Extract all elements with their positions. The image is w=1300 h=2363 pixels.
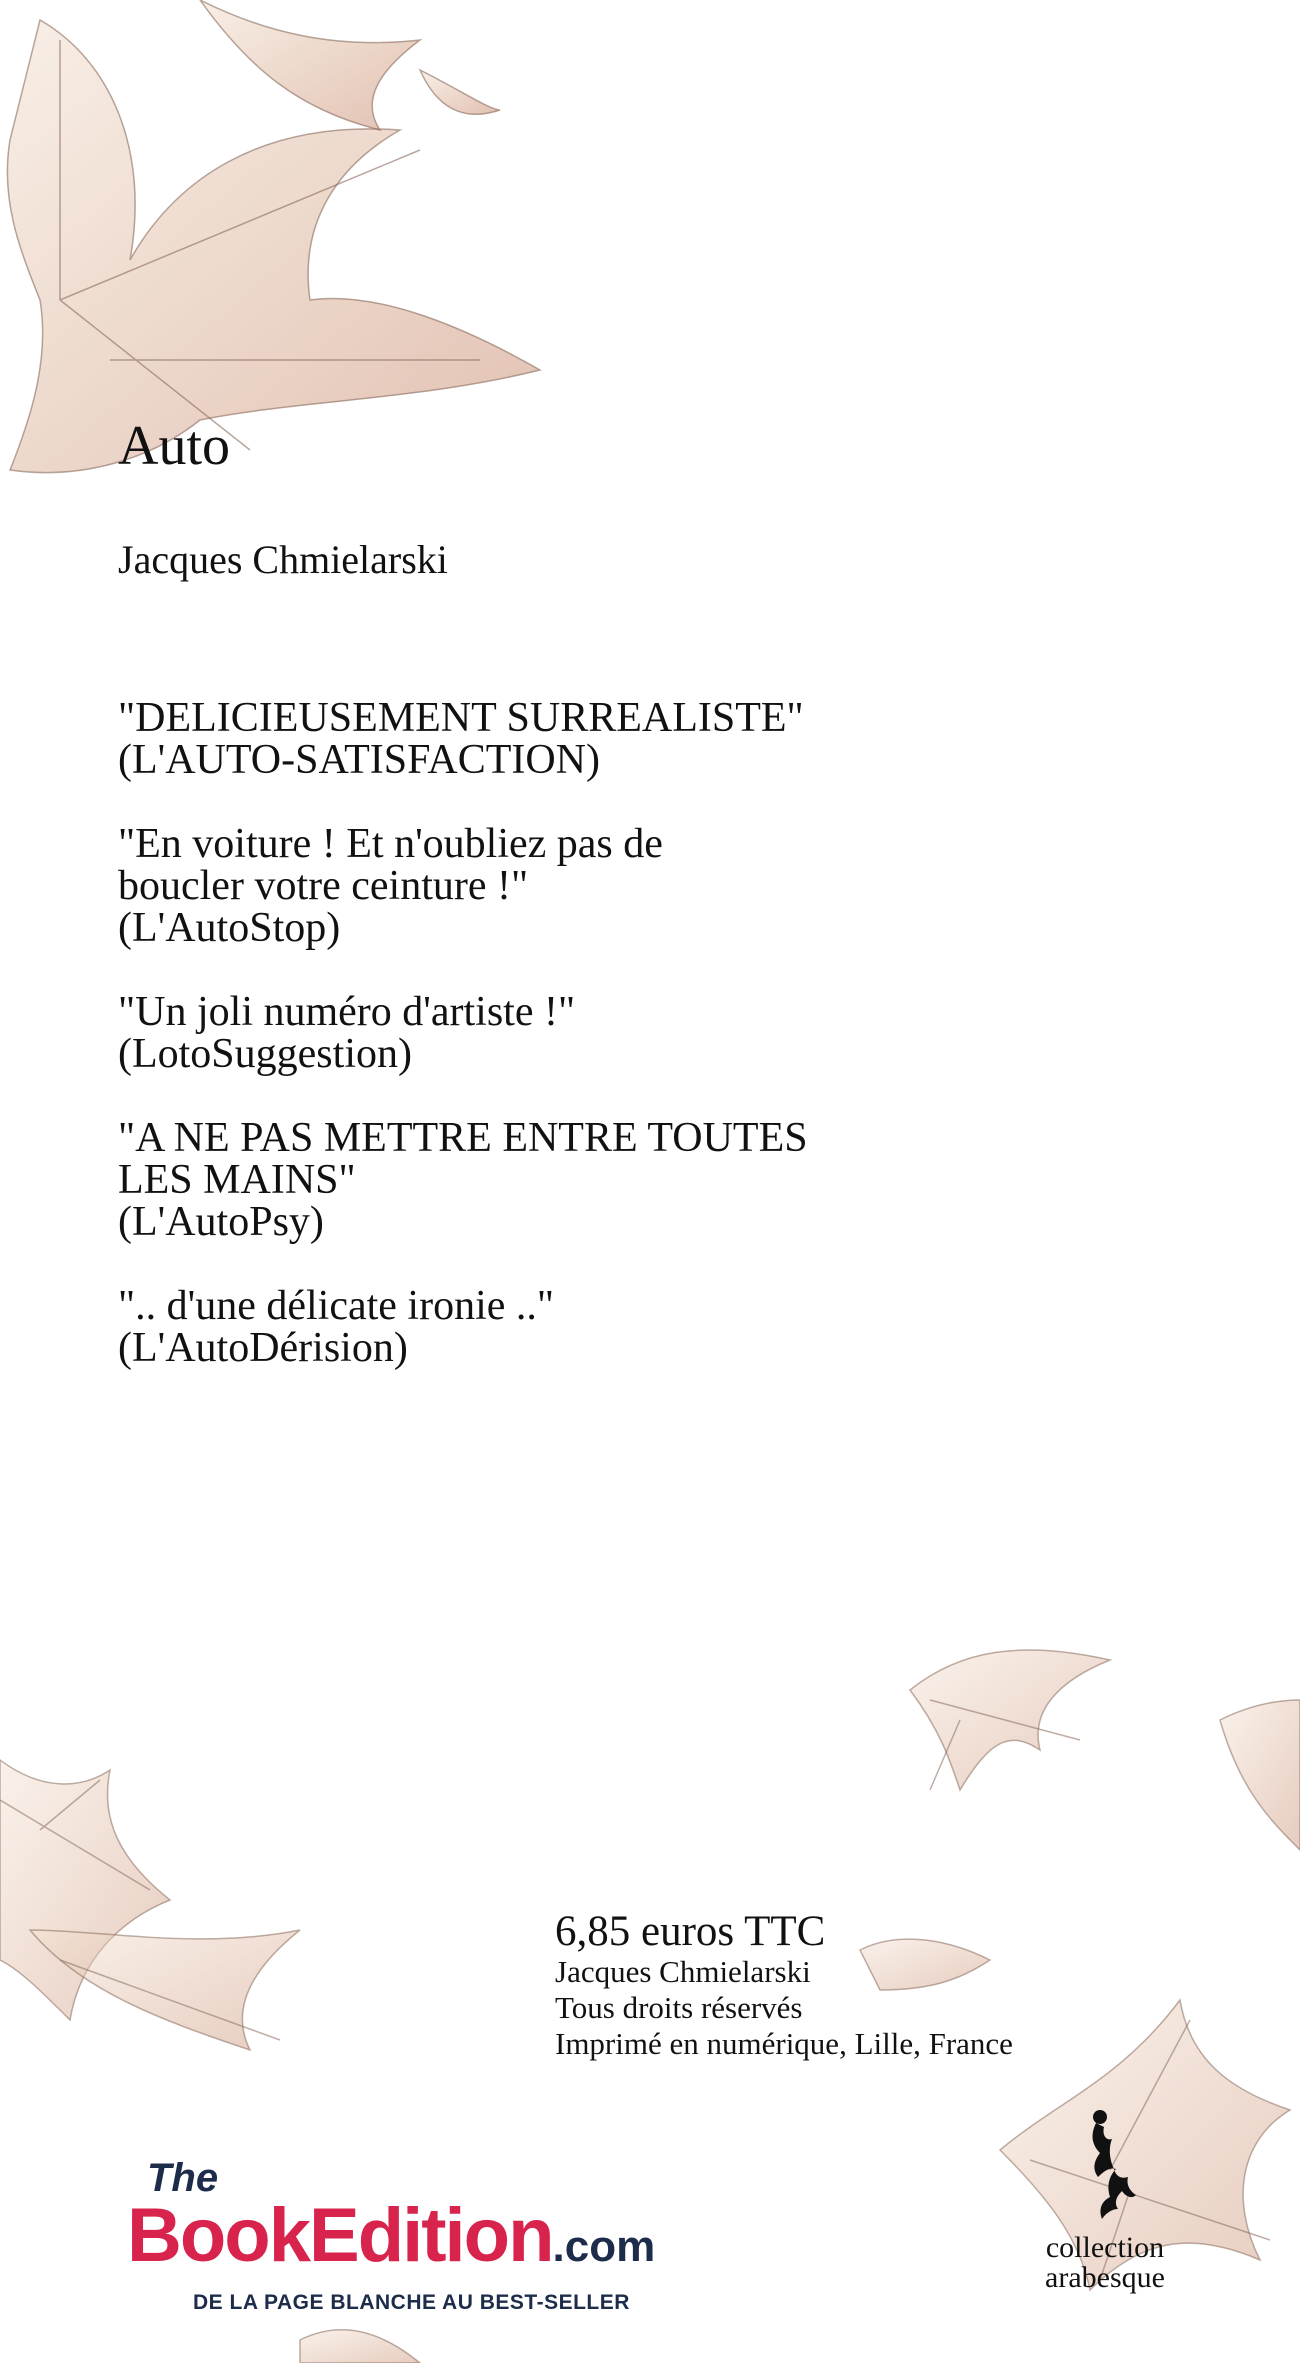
quote-source: (LotoSuggestion) — [118, 1031, 412, 1077]
quote-line: LES MAINS" — [118, 1157, 356, 1203]
bookedition-logo — [127, 2158, 707, 2315]
quote-5 — [118, 1285, 1018, 1369]
quote-1 — [118, 697, 1018, 781]
quote-3 — [118, 991, 1018, 1075]
imprint-info — [555, 1910, 1013, 2062]
quote-line: boucler votre ceinture !" — [118, 863, 529, 909]
quote-source: (L'AUTO-SATISFACTION) — [118, 737, 600, 783]
book-author: Jacques Chmielarski — [118, 537, 448, 582]
logo-domain: .com — [552, 2222, 656, 2271]
print-location: Imprimé en numérique, Lille, France — [555, 2026, 1013, 2061]
press-quotes — [118, 697, 1018, 1411]
quote-line: "Un joli numéro d'artiste !" — [118, 989, 576, 1035]
logo-the: The — [147, 2156, 219, 2200]
quote-line: "En voiture ! Et n'oubliez pas de — [118, 821, 663, 867]
quote-2 — [118, 823, 1018, 949]
imprint-author: Jacques Chmielarski — [555, 1954, 811, 1989]
quote-line: ".. d'une délicate ironie .." — [118, 1283, 555, 1329]
rights-notice: Tous droits réservés — [555, 1990, 803, 2025]
price: 6,85 euros TTC — [555, 1908, 826, 1955]
collection-line-1: collection — [1045, 2231, 1165, 2264]
logo-wordmark — [127, 2193, 707, 2285]
logo-name: BookEdition — [127, 2193, 553, 2278]
quote-source: (L'AutoDérision) — [118, 1325, 408, 1371]
quote-line: "A NE PAS METTRE ENTRE TOUTES — [118, 1115, 808, 1161]
collection-line-2: arabesque — [1045, 2261, 1165, 2294]
collection-arabesque-mark — [1030, 2105, 1180, 2293]
logo-tagline: DE LA PAGE BLANCHE AU BEST-SELLER — [193, 2291, 630, 2314]
quote-4 — [118, 1117, 1018, 1243]
arabesque-figure-icon — [1070, 2105, 1140, 2225]
quote-source: (L'AutoPsy) — [118, 1199, 324, 1245]
book-title: Auto — [118, 415, 230, 477]
quote-line: "DELICIEUSEMENT SURREALISTE" — [118, 695, 804, 741]
quote-source: (L'AutoStop) — [118, 905, 341, 951]
